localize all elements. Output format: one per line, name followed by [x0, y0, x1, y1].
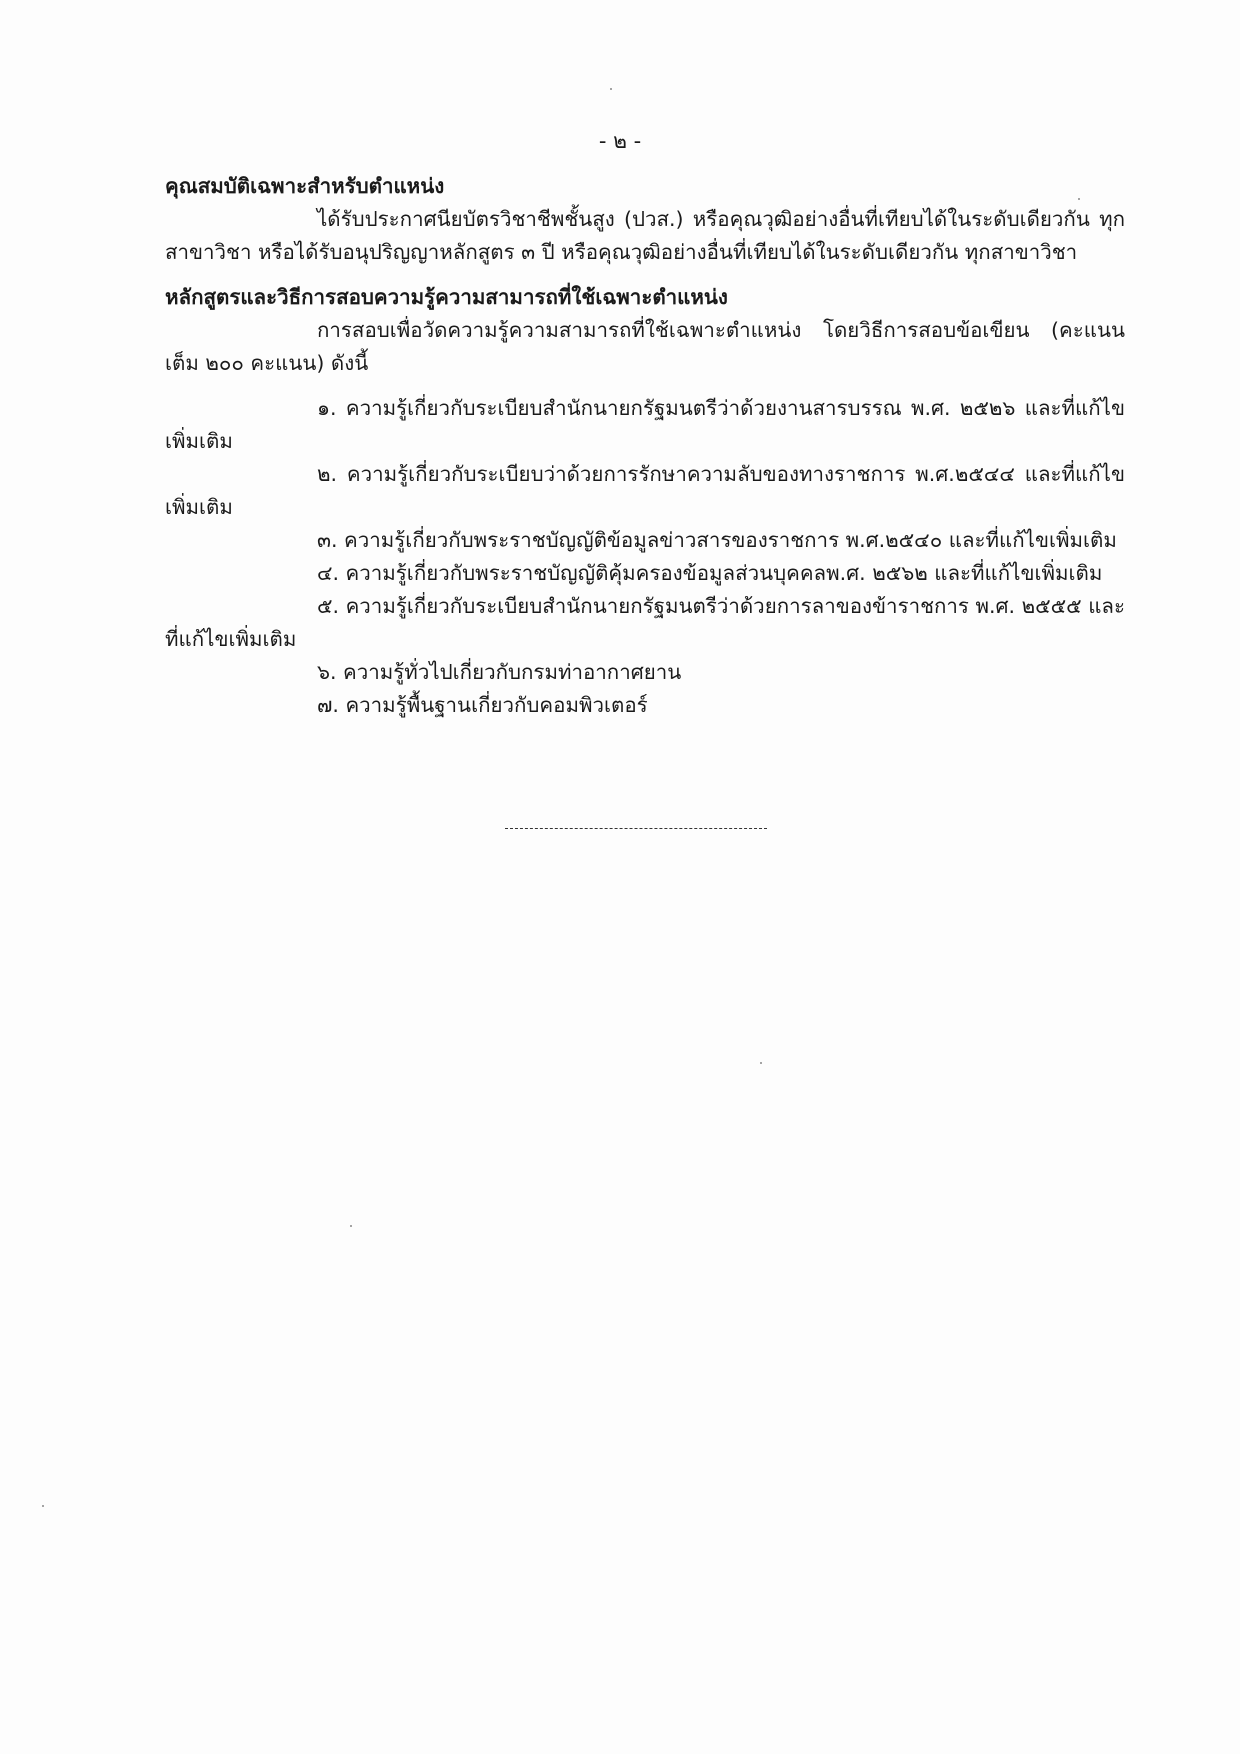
syllabus-item-6: ๖. ความรู้ทั่วไปเกี่ยวกับกรมท่าอากาศยาน: [317, 660, 682, 684]
page-number: - ๒ -: [598, 129, 642, 153]
scan-speck: [1078, 198, 1080, 200]
syllabus-item-3: ๓. ความรู้เกี่ยวกับพระราชบัญญัติข้อมูลข่าวสารของราชการ พ.ศ.๒๕๔๐ และที่แก้ไขเพิ่มเติม: [317, 528, 1117, 552]
exam-syllabus-paragraph: การสอบเพื่อวัดความรู้ความสามารถที่ใช้เฉพาะตำแหน่ง โดยวิธีการสอบข้อเขียน (คะแนนเต็ม ๒๐๐ คะแนน) ดังนี้: [165, 318, 1125, 375]
end-divider: [505, 828, 767, 829]
syllabus-item-5: ๕. ความรู้เกี่ยวกับระเบียบสำนักนายกรัฐมนตรีว่าด้วยการลาของข้าราชการ พ.ศ. ๒๕๕๕ และที่แก้ไขเพิ่มเติม: [165, 594, 1125, 651]
qualifications-heading: คุณสมบัติเฉพาะสำหรับตำแหน่ง: [165, 174, 445, 198]
scan-speck: [760, 1062, 762, 1064]
document-body: [165, 170, 1125, 722]
exam-syllabus-heading: หลักสูตรและวิธีการสอบความรู้ความสามารถที่ใช้เฉพาะตำแหน่ง: [165, 285, 728, 309]
qualifications-paragraph: ได้รับประกาศนียบัตรวิชาชีพชั้นสูง (ปวส.) หรือคุณวุฒิอย่างอื่นที่เทียบได้ในระดับเดียวกัน ทุกสาขาวิชา หรือได้รับอนุปริญญาหลักสูตร ๓ ปี หรือคุณวุฒิอย่างอื่นที่เทียบได้ในระดับเดียวกัน ทุกสาขาวิชา: [165, 207, 1125, 264]
syllabus-item-1: ๑. ความรู้เกี่ยวกับระเบียบสำนักนายกรัฐมนตรีว่าด้วยงานสารบรรณ พ.ศ. ๒๕๒๖ และที่แก้ไขเพิ่มเติม: [165, 396, 1125, 453]
syllabus-item-2: ๒. ความรู้เกี่ยวกับระเบียบว่าด้วยการรักษาความลับของทางราชการ พ.ศ.๒๕๔๔ และที่แก้ไข เพิ่มเติม: [165, 462, 1125, 519]
spacer: [165, 269, 1125, 281]
spacer: [165, 380, 1125, 392]
scan-speck: [42, 1505, 44, 1507]
syllabus-item-7: ๗. ความรู้พื้นฐานเกี่ยวกับคอมพิวเตอร์: [317, 693, 648, 717]
syllabus-item-4: ๔. ความรู้เกี่ยวกับพระราชบัญญัติคุ้มครองข้อมูลส่วนบุคคลพ.ศ. ๒๕๖๒ และที่แก้ไขเพิ่มเติม: [317, 561, 1103, 585]
scan-speck: [350, 1225, 352, 1227]
scan-speck: [610, 88, 612, 90]
